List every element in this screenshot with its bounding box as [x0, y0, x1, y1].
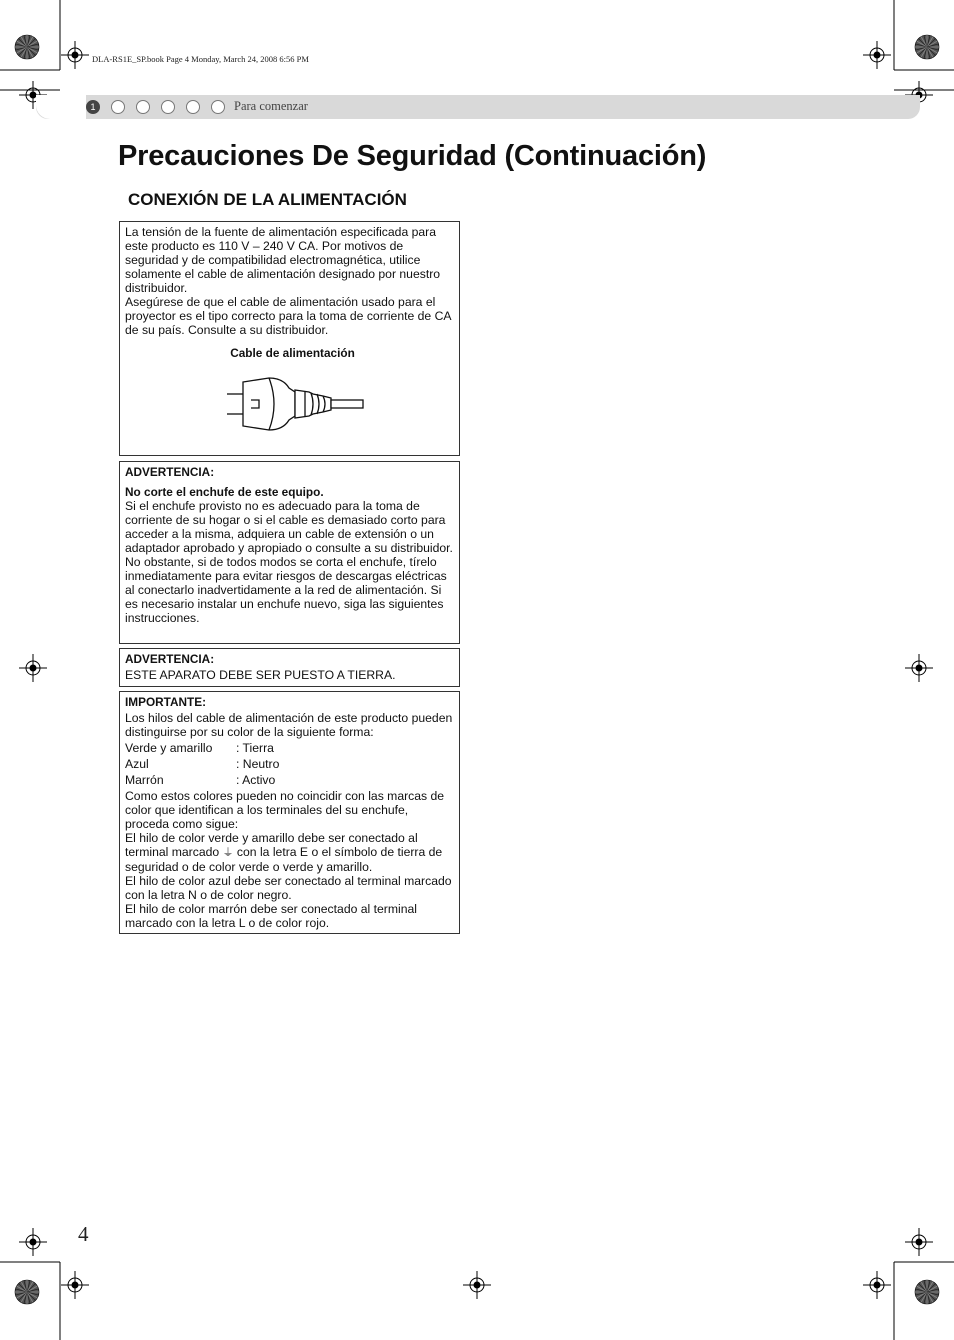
page-title: Precauciones De Seguridad (Continuación) [118, 140, 707, 172]
wire-color-row [125, 773, 454, 787]
chapter-dot [186, 100, 200, 114]
earth-symbol-icon: ⏚ [222, 847, 234, 859]
registration-mark-icon [463, 1271, 491, 1299]
starburst-mark-icon [15, 35, 39, 59]
wire-color: Azul [125, 757, 149, 771]
section-heading: CONEXIÓN DE LA ALIMENTACIÓN [128, 190, 407, 209]
wire-role: : Neutro [236, 757, 280, 771]
registration-mark-icon [863, 1271, 891, 1299]
wire-color: Verde y amarillo [125, 741, 213, 755]
chapter-dot [111, 100, 125, 114]
book-info: DLA-RS1E_SP.book Page 4 Monday, March 24, 2008 6:56 PM [92, 54, 309, 64]
power-supply-box [119, 221, 460, 456]
power-paragraph-2: Asegúrese de que el cable de alimentación usado para el proyector es el tipo correcto para la toma de corriente de CA de su país. Consulte a su distribuidor. [125, 295, 451, 337]
important-paragraph-a: Como estos colores pueden no coincidir con las marcas de color que identifican a los terminales del su enchufe, proceda como sigue: [125, 789, 445, 831]
registration-mark-icon [61, 41, 89, 69]
important-heading: IMPORTANTE: [125, 695, 207, 709]
warning-paragraph-2: No obstante, si de todos modos se corta el enchufe, tírelo inmediatamente para evitar riesgos de descargas eléctricas al conectarlo inadvertidamente a la red de alimentación. Si es necesario instalar un enchufe nuevo, siga las siguientes instrucciones. [125, 555, 447, 625]
power-paragraph-1: La tensión de la fuente de alimentación especificada para este producto es 110 V – 240 V CA. Por motivos de seguridad y de compatibilidad electromagnética, utilice solamente el cable de alimentación designado por nuestro distribuidor. [125, 225, 441, 295]
wire-role: : Tierra [236, 741, 274, 755]
registration-mark-icon [863, 41, 891, 69]
warning-heading: ADVERTENCIA: [125, 652, 215, 666]
wire-color: Marrón [125, 773, 164, 787]
important-wires-box [119, 691, 460, 934]
registration-mark-icon [61, 1271, 89, 1299]
chapter-dot [161, 100, 175, 114]
registration-mark-icon [19, 654, 47, 682]
important-paragraph-c: El hilo de color azul debe ser conectado al terminal marcado con la letra N o de color negro. [125, 874, 452, 902]
chapter-dot [211, 100, 225, 114]
chapter-label: Para comenzar [234, 99, 308, 113]
warning-subheading: No corte el enchufe de este equipo. [125, 485, 324, 499]
important-paragraph-b: El hilo de color verde y amarillo debe ser conectado al terminal marcado ⏚ con la letra E o el símbolo de tierra de seguridad o de color verde o verde y amarillo. [125, 831, 443, 874]
warning-earth-text: ESTE APARATO DEBE SER PUESTO A TIERRA. [125, 668, 396, 682]
starburst-mark-icon [15, 1280, 39, 1304]
registration-mark-icon [19, 1228, 47, 1256]
warning-earth-box [119, 648, 460, 687]
page-number: 4 [78, 1222, 89, 1246]
registration-mark-icon [905, 1228, 933, 1256]
warning-heading: ADVERTENCIA: [125, 465, 215, 479]
wire-color-row [125, 741, 454, 755]
chapter-dot-active: 1 [86, 100, 100, 114]
registration-mark-icon [905, 654, 933, 682]
warning-plug-box [119, 461, 460, 644]
important-paragraph-d: El hilo de color marrón debe ser conectado al terminal marcado con la letra L o de color rojo. [125, 902, 417, 930]
starburst-mark-icon [915, 1280, 939, 1304]
power-cable-plug-icon [223, 370, 365, 436]
wire-role: : Activo [236, 773, 276, 787]
power-cable-caption: Cable de alimentación [230, 346, 355, 360]
starburst-mark-icon [915, 35, 939, 59]
important-intro: Los hilos del cable de alimentación de este producto pueden distinguirse por su color de la siguiente forma: [125, 711, 453, 739]
wire-color-row [125, 757, 454, 771]
chapter-dot [136, 100, 150, 114]
warning-paragraph-1: Si el enchufe provisto no es adecuado para la toma de corriente de su hogar o si el cable es demasiado corto para acceder a la misma, adquiera un cable de extensión o un adaptador aprobado y apropiado o consulte a su distribuidor. [125, 499, 453, 555]
